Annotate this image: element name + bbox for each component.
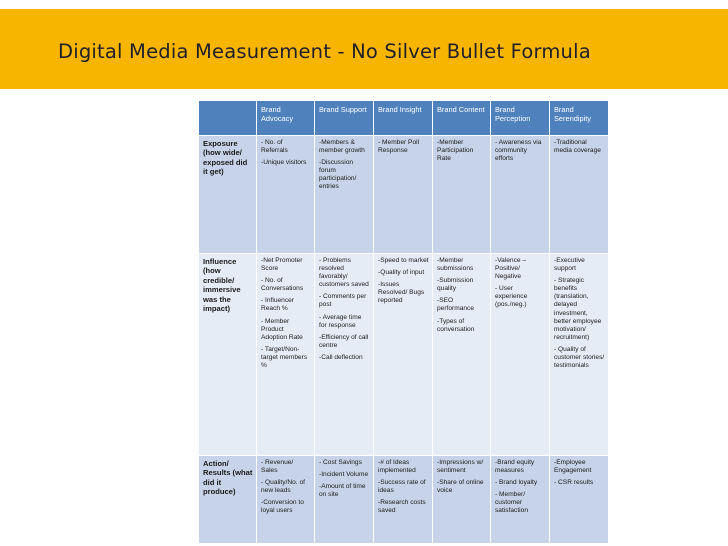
metric-item: - No. of Conversations xyxy=(261,277,304,293)
table-cell xyxy=(433,254,491,456)
metric-item: - Awareness via community efforts xyxy=(495,139,542,163)
metric-item: -Brand equity measures xyxy=(495,459,535,475)
slide-title: Digital Media Measurement - No Silver Bullet Formula xyxy=(58,40,591,63)
metric-item: - Member/ customer satisfaction xyxy=(495,491,528,515)
table-cell xyxy=(315,254,374,456)
metric-item: -Issues Resolved/ Bugs reported xyxy=(378,281,425,305)
metric-item: -Members & member growth xyxy=(319,139,365,155)
table-cell xyxy=(315,136,374,254)
metric-item: - Target/Non-target members % xyxy=(261,345,308,370)
metric-item: -# of Ideas implemented xyxy=(378,459,416,475)
metric-item: -Impressions w/ sentiment xyxy=(437,459,484,475)
metric-item: - Revenue/ Sales xyxy=(261,459,294,475)
metric-item: - Brand loyalty xyxy=(495,479,538,487)
table-cell xyxy=(491,136,550,254)
table-cell xyxy=(315,456,374,544)
column-header: Brand Insight xyxy=(374,101,433,136)
metric-item: - Problems resolved favorably/ customers saved xyxy=(319,257,369,289)
table-row xyxy=(199,254,609,456)
metric-item: -Quality of input xyxy=(378,269,425,277)
metric-item: - Member Poll Response xyxy=(378,139,420,155)
metric-item: - Quality of customer stories/ testimonials xyxy=(554,345,605,370)
table-cell xyxy=(257,254,315,456)
table-body xyxy=(199,136,609,544)
metric-item: - Member Product Adoption Rate xyxy=(261,317,303,341)
header-row xyxy=(199,101,609,136)
table-cell xyxy=(257,456,315,544)
metric-item: - User experience (pos./neg.) xyxy=(495,285,528,309)
row-header: Influence (how credible/ immersive was the impact) xyxy=(199,254,257,456)
table-cell xyxy=(433,456,491,544)
metric-item: -Traditional media coverage xyxy=(554,139,601,155)
metric-item: - Cost Savings xyxy=(319,459,362,466)
metric-item: -Conversion to loyal users xyxy=(261,499,304,515)
metric-item: -Member submissions xyxy=(437,257,474,273)
metric-item: -Speed to market xyxy=(378,257,429,264)
metric-item: -Research costs saved xyxy=(378,499,426,515)
table-cell xyxy=(550,456,609,544)
metric-item: -Amount of time on site xyxy=(319,483,366,499)
column-header: Brand Support xyxy=(315,101,374,136)
table-cell xyxy=(257,136,315,254)
column-header: Brand Perception xyxy=(491,101,550,136)
corner-cell xyxy=(199,101,257,136)
metric-item: -Discussion forum participation/ entries xyxy=(319,159,357,191)
metric-item: -Member Participation Rate xyxy=(437,139,474,163)
metric-item: -Success rate of ideas xyxy=(378,479,426,495)
metric-item: - Influencer Reach % xyxy=(261,297,294,313)
metric-item: -Call deflection xyxy=(319,353,363,361)
table-cell xyxy=(491,456,550,544)
table-cell xyxy=(374,254,433,456)
table-cell xyxy=(491,254,550,456)
row-header: Action/ Results (what did it produce) xyxy=(199,456,257,544)
metric-item: - CSR results xyxy=(554,479,594,487)
column-header: Brand Advocacy xyxy=(257,101,315,136)
metric-item: -Types of conversation xyxy=(437,317,475,333)
table-cell xyxy=(433,136,491,254)
metric-item: - Comments per post xyxy=(319,293,367,309)
column-header: Brand Serendipity xyxy=(550,101,609,136)
metric-item: - Average time for response xyxy=(319,313,362,329)
measurement-table xyxy=(198,100,609,544)
table-cell xyxy=(374,456,433,544)
table-row xyxy=(199,136,609,254)
table-cell xyxy=(374,136,433,254)
metric-item: -Employee Engagement xyxy=(554,459,592,475)
measurement-table-container xyxy=(198,100,608,522)
table-cell xyxy=(550,136,609,254)
metric-item: -Unique visitors xyxy=(261,159,307,167)
metric-item: -Executive support xyxy=(554,257,585,273)
metric-item: -Net Promoter Score xyxy=(261,257,303,273)
table-row xyxy=(199,456,609,544)
metric-item: - Strategic benefits (translation, delayed investment, better employee motivation/ recruitment) xyxy=(554,277,602,341)
metric-item: - No. of Referrals xyxy=(261,139,288,155)
metric-item: -SEO performance xyxy=(437,297,475,313)
column-header: Brand Content xyxy=(433,101,491,136)
row-header: Exposure (how wide/ exposed did it get) xyxy=(199,136,257,254)
metric-item: -Valence – Positive/ Negative xyxy=(495,257,527,281)
metric-item: -Efficiency of call centre xyxy=(319,333,369,349)
metric-item: -Submission quality xyxy=(437,277,474,293)
table-cell xyxy=(550,254,609,456)
metric-item: -Incident Volume xyxy=(319,471,369,479)
metric-item: -Share of online voice xyxy=(437,479,484,495)
metric-item: - Quality/No. of new leads xyxy=(261,479,305,495)
